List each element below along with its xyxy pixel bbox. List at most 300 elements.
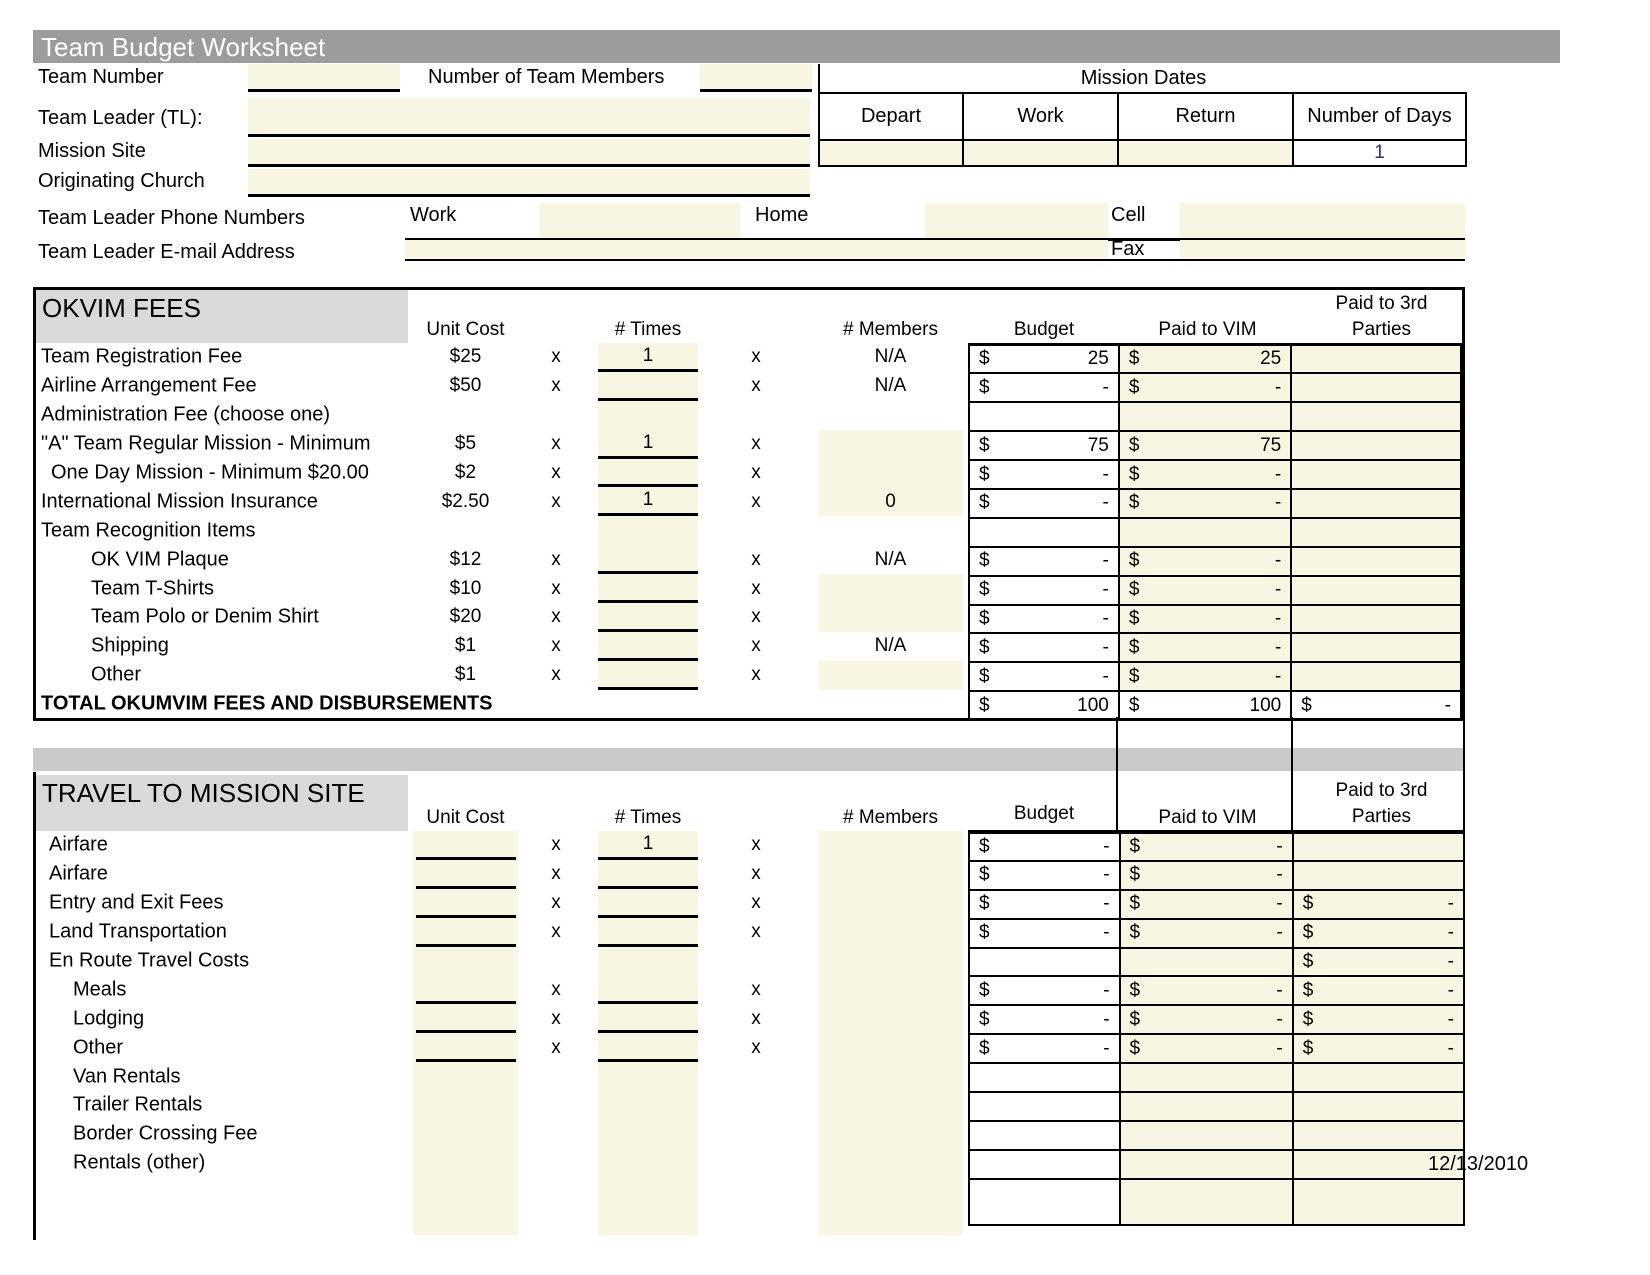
dollar-sign: $ <box>1129 864 1141 886</box>
paid_3rd-cell[interactable] <box>1291 662 1461 691</box>
budget-cell[interactable] <box>969 662 1119 691</box>
unit-cost-input[interactable] <box>416 1033 516 1062</box>
paid_3rd-cell[interactable] <box>1293 1034 1464 1063</box>
multiply-x-icon: x <box>751 548 761 570</box>
paid_3rd-cell[interactable] <box>1291 345 1461 374</box>
mission-dates-col-return: Return <box>1118 93 1293 140</box>
money-amount <box>979 492 1109 514</box>
dollar-sign: $ <box>979 665 990 687</box>
dollar-sign: $ <box>1128 348 1140 370</box>
dollar-sign: $ <box>979 1037 990 1059</box>
amount-value: 25 <box>1260 348 1282 370</box>
members-input[interactable]: 0 <box>818 487 963 516</box>
dollar-sign: $ <box>979 835 990 857</box>
money-amount <box>1303 951 1454 973</box>
multiply-x-icon: x <box>751 635 761 657</box>
mission-site-input[interactable] <box>248 139 810 167</box>
paid_3rd-cell[interactable] <box>1293 1063 1464 1092</box>
members-input[interactable] <box>818 574 963 603</box>
amount-value: - <box>1103 893 1110 915</box>
money-amount <box>1130 980 1283 1002</box>
mission-dates-col-depart: Depart <box>819 93 963 140</box>
paid_vim-cell[interactable] <box>1120 1092 1293 1121</box>
times-input[interactable] <box>598 545 698 574</box>
paid_vim-cell[interactable] <box>1120 861 1293 890</box>
work-date-input[interactable] <box>963 140 1118 166</box>
multiply-x-icon: x <box>551 433 561 455</box>
amount-value: - <box>1274 636 1282 658</box>
team-number-input[interactable] <box>248 64 400 92</box>
paid_3rd-cell[interactable] <box>1293 1005 1464 1034</box>
dollar-sign: $ <box>1128 376 1140 398</box>
multiply-x-icon: x <box>551 462 561 483</box>
row-label: TOTAL OKUMVIM FEES AND DISBURSEMENTS <box>41 692 493 715</box>
amount-value: - <box>1102 579 1109 601</box>
paid_vim-cell[interactable] <box>1120 948 1293 977</box>
depart-date-input[interactable] <box>819 140 963 166</box>
times-input[interactable]: 1 <box>598 831 698 860</box>
members-value: N/A <box>874 346 907 368</box>
amount-value: - <box>1102 550 1109 572</box>
members-input[interactable] <box>818 889 963 918</box>
page-title: Team Budget Worksheet <box>41 32 326 62</box>
multiply-x-icon: x <box>551 548 561 570</box>
phone-numbers-label: Team Leader Phone Numbers <box>38 207 305 229</box>
budget-cell[interactable] <box>969 919 1120 948</box>
dollar-sign: $ <box>1128 607 1140 629</box>
dollar-sign: $ <box>1302 922 1314 944</box>
paid_3rd-cell[interactable] <box>1291 605 1461 634</box>
money-amount <box>979 922 1110 944</box>
okvim-fees-section <box>33 287 1465 721</box>
cell-phone-input[interactable] <box>1180 203 1465 238</box>
dollar-sign: $ <box>1302 1008 1314 1030</box>
unit-cost-input[interactable] <box>416 860 516 889</box>
money-amount <box>1130 893 1283 915</box>
amount-value: - <box>1276 1008 1283 1030</box>
times-input[interactable] <box>598 603 698 632</box>
money-amount <box>979 550 1109 572</box>
dollar-sign: $ <box>1128 636 1140 658</box>
col-header-members: # Members <box>842 319 939 340</box>
budget-cell[interactable] <box>969 890 1120 919</box>
times-input[interactable]: 1 <box>598 430 698 459</box>
times-input[interactable] <box>598 889 698 918</box>
paid-3rd-line2: Parties <box>1351 319 1412 340</box>
return-date-input[interactable] <box>1118 140 1293 166</box>
paid_3rd-cell[interactable] <box>1293 1092 1464 1121</box>
multiply-x-icon: x <box>751 1036 761 1058</box>
row-label: Airfare <box>49 862 108 885</box>
members-value: N/A <box>874 548 907 570</box>
dollar-sign: $ <box>1129 835 1141 857</box>
paid_vim-cell[interactable] <box>1120 1063 1293 1092</box>
dollar-sign: $ <box>1128 665 1140 687</box>
mission-dates-table <box>818 92 1467 167</box>
okvim-money-table <box>968 343 1462 721</box>
money-amount <box>1303 1009 1454 1031</box>
unit-cost-value: $10 <box>449 577 482 599</box>
dollar-sign: $ <box>979 376 990 398</box>
paid_3rd-cell[interactable] <box>1293 919 1464 948</box>
dollar-sign: $ <box>1129 1008 1141 1030</box>
money-amount <box>1129 579 1281 601</box>
paid_3rd-cell[interactable] <box>1291 402 1461 431</box>
mission-dates-title: Mission Dates <box>818 64 1467 92</box>
money-amount <box>1129 464 1281 486</box>
times-input[interactable] <box>598 975 698 1004</box>
team-number-label: Team Number <box>38 66 164 88</box>
money-amount <box>1130 922 1283 944</box>
money-amount <box>1130 1038 1283 1060</box>
times-input[interactable]: 1 <box>598 487 698 516</box>
money-amount <box>979 348 1109 370</box>
paid_vim-cell[interactable] <box>1120 919 1293 948</box>
budget-cell[interactable] <box>969 460 1119 489</box>
amount-value: - <box>1447 922 1454 944</box>
home-label: Home <box>755 204 809 226</box>
money-amount <box>1129 550 1281 572</box>
budget-cell[interactable] <box>969 691 1119 720</box>
row-label: Shipping <box>91 634 169 657</box>
members-input[interactable] <box>818 1004 963 1033</box>
amount-value: - <box>1102 492 1109 514</box>
paid_vim-cell[interactable] <box>1120 1034 1293 1063</box>
number-of-days-value[interactable]: 1 <box>1293 140 1466 166</box>
multiply-x-icon: x <box>551 892 561 914</box>
paid_vim-cell[interactable] <box>1120 976 1293 1005</box>
budget-cell[interactable] <box>969 489 1119 518</box>
row-label: Meals <box>73 978 127 1001</box>
unit-cost-input[interactable] <box>416 975 516 1004</box>
money-amount <box>1130 1009 1283 1031</box>
paid_vim-cell[interactable] <box>1119 460 1291 489</box>
budget-cell[interactable] <box>969 832 1120 861</box>
paid_vim-cell[interactable] <box>1120 890 1293 919</box>
unit-cost-input[interactable] <box>416 831 516 860</box>
dollar-sign: $ <box>1129 893 1141 915</box>
members-input[interactable] <box>818 459 963 488</box>
team-members-input[interactable] <box>700 64 812 92</box>
dollar-sign: $ <box>1128 694 1140 716</box>
members-input[interactable] <box>818 430 963 459</box>
times-input[interactable]: 1 <box>598 343 698 372</box>
multiply-x-icon: x <box>551 863 561 885</box>
amount-value: - <box>1276 893 1283 915</box>
paid_3rd-cell[interactable] <box>1291 691 1461 720</box>
budget-cell[interactable] <box>969 861 1120 890</box>
paid_vim-cell[interactable] <box>1119 576 1291 605</box>
multiply-x-icon: x <box>751 834 761 856</box>
phone-numbers-row <box>405 203 1465 241</box>
work-label: Work <box>410 204 457 226</box>
money-amount <box>1303 1038 1454 1060</box>
money-amount <box>1303 980 1454 1002</box>
paid_vim-cell[interactable] <box>1119 431 1291 460</box>
amount-value: - <box>1274 492 1282 514</box>
email-input[interactable] <box>405 240 1108 259</box>
travel-section-header <box>36 775 408 831</box>
dollar-sign: $ <box>1128 492 1140 514</box>
times-input[interactable] <box>598 860 698 889</box>
money-amount <box>1129 435 1281 457</box>
email-label: Team Leader E-mail Address <box>38 241 295 263</box>
col-header-budget: Budget <box>1013 803 1075 824</box>
paid_3rd-cell[interactable] <box>1293 948 1464 977</box>
amount-value: 100 <box>1077 694 1109 716</box>
paid_3rd-cell[interactable] <box>1291 633 1461 662</box>
budget-cell[interactable] <box>969 948 1120 977</box>
budget-cell[interactable] <box>969 976 1120 1005</box>
budget-cell[interactable] <box>969 373 1119 402</box>
money-amount <box>1129 492 1281 514</box>
money-amount <box>1130 864 1283 886</box>
multiply-x-icon: x <box>751 375 761 397</box>
money-amount <box>1303 893 1454 915</box>
members-input[interactable] <box>818 1033 963 1062</box>
dollar-sign: $ <box>1129 1037 1141 1059</box>
multiply-x-icon: x <box>751 490 761 512</box>
money-amount <box>979 695 1109 717</box>
fax-label: Fax <box>1111 238 1145 260</box>
multiply-x-icon: x <box>751 978 761 1000</box>
work-phone-input[interactable] <box>540 203 740 238</box>
row-label: Other <box>73 1036 124 1059</box>
times-input[interactable] <box>598 459 698 488</box>
budget-cell[interactable] <box>969 605 1119 634</box>
paid_vim-cell[interactable] <box>1119 489 1291 518</box>
unit-cost-input[interactable] <box>416 889 516 918</box>
unit-cost-input[interactable] <box>416 918 516 947</box>
multiply-x-icon: x <box>751 664 761 686</box>
unit-cost-value: $1 <box>454 664 477 686</box>
amount-value: - <box>1274 665 1282 687</box>
paid_3rd-cell[interactable] <box>1293 890 1464 919</box>
paid_vim-cell[interactable] <box>1119 345 1291 374</box>
amount-value: - <box>1276 922 1283 944</box>
amount-value: 100 <box>1249 694 1282 716</box>
team-leader-input[interactable] <box>248 98 810 137</box>
col-header-paid-to-vim: Paid to VIM <box>1158 319 1257 340</box>
col-header-paid-to-3rd <box>1295 778 1465 830</box>
dollar-sign: $ <box>1302 979 1314 1001</box>
times-input[interactable] <box>598 918 698 947</box>
multiply-x-icon: x <box>551 490 561 512</box>
budget-cell[interactable] <box>969 1092 1120 1121</box>
row-label: Entry and Exit Fees <box>49 891 224 914</box>
dollar-sign: $ <box>979 694 990 716</box>
paid_vim-cell[interactable] <box>1119 605 1291 634</box>
paid_vim-cell[interactable] <box>1119 662 1291 691</box>
unit-cost-value: $50 <box>449 375 482 397</box>
dollar-sign: $ <box>979 550 990 572</box>
dollar-sign: $ <box>979 636 990 658</box>
col-header-paid-to-3rd <box>1295 291 1465 343</box>
multiply-x-icon: x <box>551 346 561 368</box>
times-input[interactable] <box>598 574 698 603</box>
dollar-sign: $ <box>979 864 990 886</box>
home-phone-input[interactable] <box>925 203 1108 238</box>
paid_3rd-cell[interactable] <box>1291 518 1461 547</box>
row-label: One Day Mission - Minimum $20.00 <box>51 461 369 484</box>
members-input[interactable] <box>818 603 963 632</box>
paid_3rd-cell[interactable] <box>1291 373 1461 402</box>
unit-cost-value: $5 <box>454 433 477 455</box>
money-amount <box>1129 666 1281 688</box>
unit-cost-value: $1 <box>454 635 477 657</box>
amount-value: - <box>1102 665 1109 687</box>
amount-value: - <box>1444 694 1451 716</box>
row-label: Van Rentals <box>73 1065 181 1088</box>
paid_3rd-cell[interactable] <box>1291 431 1461 460</box>
paid_3rd-cell[interactable] <box>1291 547 1461 576</box>
budget-cell[interactable] <box>969 1063 1120 1092</box>
unit-cost-value: $2.50 <box>441 490 490 512</box>
dollar-sign: $ <box>1128 579 1140 601</box>
times-input[interactable] <box>598 1004 698 1033</box>
budget-cell[interactable] <box>969 518 1119 547</box>
row-label: En Route Travel Costs <box>49 949 250 972</box>
dollar-sign: $ <box>979 1008 990 1030</box>
multiply-x-icon: x <box>551 921 561 943</box>
dollar-sign: $ <box>979 463 990 485</box>
unit-cost-value: $12 <box>449 548 482 570</box>
row-label: International Mission Insurance <box>41 490 318 513</box>
times-input[interactable] <box>598 372 698 401</box>
paid_3rd-cell[interactable] <box>1291 460 1461 489</box>
paid_vim-cell[interactable] <box>1119 402 1291 431</box>
amount-value: - <box>1102 376 1109 398</box>
multiply-x-icon: x <box>551 577 561 599</box>
amount-value: - <box>1276 1037 1283 1059</box>
money-amount <box>979 377 1109 399</box>
money-amount <box>1129 348 1281 370</box>
cell-label: Cell <box>1111 204 1146 226</box>
paid_vim-cell[interactable] <box>1119 547 1291 576</box>
row-label: Trailer Rentals <box>73 1093 203 1116</box>
members-input[interactable] <box>818 918 963 947</box>
budget-cell[interactable] <box>969 345 1119 374</box>
mission-dates-col-work: Work <box>963 93 1118 140</box>
multiply-x-icon: x <box>751 921 761 943</box>
paid-3rd-line1: Paid to 3rd <box>1335 780 1428 801</box>
unit-cost-input[interactable] <box>416 1004 516 1033</box>
dollar-sign: $ <box>1128 463 1140 485</box>
dollar-sign: $ <box>1128 550 1140 572</box>
paid_vim-cell[interactable] <box>1120 832 1293 861</box>
amount-value: - <box>1102 636 1109 658</box>
col-header-unit-cost: Unit Cost <box>426 319 505 340</box>
multiply-x-icon: x <box>751 863 761 885</box>
paid_3rd-cell[interactable] <box>1293 976 1464 1005</box>
times-input[interactable] <box>598 632 698 661</box>
budget-cell[interactable] <box>969 633 1119 662</box>
amount-value: - <box>1447 951 1454 972</box>
paid_vim-cell[interactable] <box>1119 518 1291 547</box>
paid_vim-cell[interactable] <box>1120 1005 1293 1034</box>
members-input[interactable] <box>818 860 963 889</box>
row-label: Rentals (other) <box>73 1151 206 1174</box>
paid_vim-cell <box>1120 1179 1293 1225</box>
dollar-sign: $ <box>1302 1037 1314 1059</box>
money-amount <box>979 608 1109 630</box>
budget-cell[interactable] <box>969 1121 1120 1150</box>
multiply-x-icon: x <box>751 433 761 455</box>
paid_3rd-cell[interactable] <box>1291 576 1461 605</box>
paid_vim-cell[interactable] <box>1119 691 1291 720</box>
dollar-sign: $ <box>1128 434 1140 456</box>
okvim-section-header <box>36 290 408 343</box>
money-amount <box>1303 922 1454 944</box>
budget-cell[interactable] <box>969 1005 1120 1034</box>
fax-input[interactable] <box>1180 240 1465 259</box>
row-label: Land Transportation <box>49 920 227 943</box>
row-label: Team Registration Fee <box>41 345 243 368</box>
amount-value: - <box>1103 1008 1110 1030</box>
budget-cell[interactable] <box>969 1034 1120 1063</box>
amount-value: 75 <box>1087 434 1109 456</box>
multiply-x-icon: x <box>751 577 761 599</box>
times-input[interactable] <box>598 661 698 690</box>
row-label: Team Recognition Items <box>41 519 256 542</box>
col-header-times: # Times <box>614 807 682 828</box>
travel-money-table <box>968 830 1465 1226</box>
paid_3rd-cell[interactable] <box>1291 489 1461 518</box>
amount-value: - <box>1276 864 1283 886</box>
paid_vim-cell[interactable] <box>1119 373 1291 402</box>
paid_3rd-cell[interactable] <box>1293 861 1464 890</box>
money-amount <box>1129 695 1281 717</box>
money-amount <box>1129 637 1281 659</box>
mission-site-label: Mission Site <box>38 140 146 162</box>
dollar-sign: $ <box>979 979 990 1001</box>
amount-value: - <box>1274 550 1282 572</box>
times-input[interactable] <box>598 1033 698 1062</box>
paid_3rd-cell[interactable] <box>1293 1121 1464 1150</box>
amount-value: - <box>1274 607 1282 629</box>
originating-church-label: Originating Church <box>38 170 205 192</box>
paid_3rd-cell[interactable] <box>1293 832 1464 861</box>
unit-cost-value: $20 <box>449 606 482 628</box>
budget-cell[interactable] <box>969 402 1119 431</box>
paid_vim-cell[interactable] <box>1120 1121 1293 1150</box>
paid_vim-cell[interactable] <box>1119 633 1291 662</box>
budget-cell[interactable] <box>969 431 1119 460</box>
amount-value: - <box>1276 835 1283 857</box>
budget-cell[interactable] <box>969 547 1119 576</box>
row-label: Airfare <box>49 833 108 856</box>
budget-cell[interactable] <box>969 1150 1120 1179</box>
members-input[interactable] <box>818 831 963 860</box>
paid_vim-cell[interactable] <box>1120 1150 1293 1179</box>
amount-value: - <box>1102 607 1109 629</box>
money-amount <box>979 980 1110 1002</box>
multiply-x-icon: x <box>751 462 761 483</box>
travel-section <box>33 772 1465 1240</box>
members-input[interactable] <box>818 661 963 690</box>
mission-dates-col-days: Number of Days <box>1293 93 1466 140</box>
originating-church-input[interactable] <box>248 169 810 197</box>
budget-cell[interactable] <box>969 576 1119 605</box>
money-amount <box>979 836 1110 858</box>
multiply-x-icon: x <box>551 1036 561 1058</box>
unit-cost-value: $2 <box>454 462 477 483</box>
members-input[interactable] <box>818 975 963 1004</box>
row-label: Team T-Shirts <box>91 577 214 600</box>
amount-value: - <box>1102 463 1109 485</box>
money-amount <box>979 1038 1110 1060</box>
dollar-sign: $ <box>1301 694 1312 716</box>
